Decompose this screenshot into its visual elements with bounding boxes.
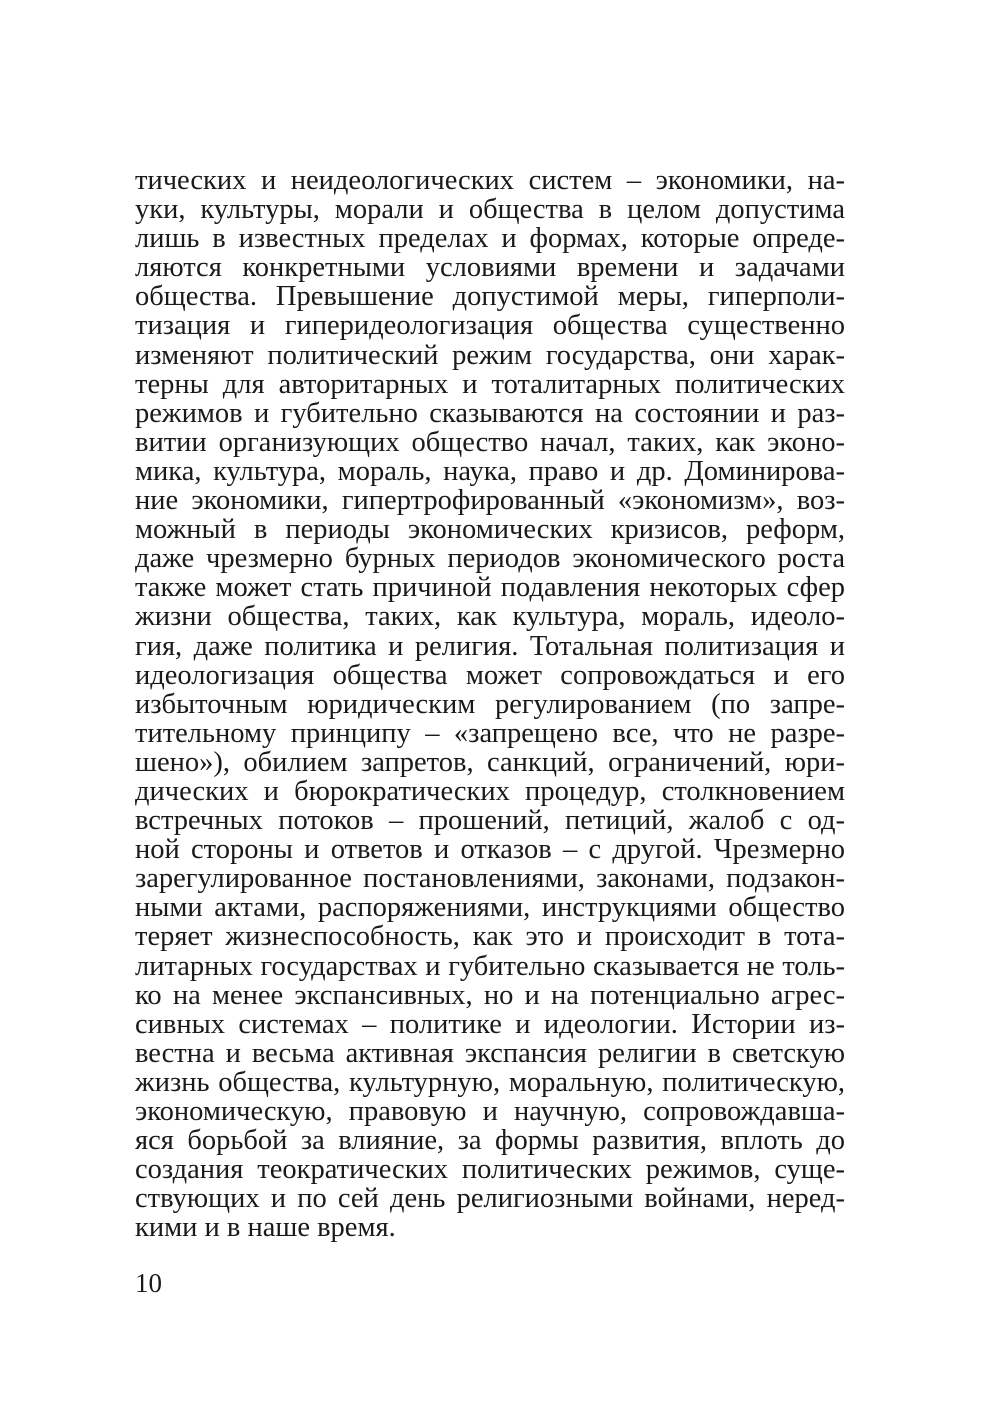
text-line: литарных государствах и губительно сказывается не толь- bbox=[135, 950, 845, 982]
text-line: ко на менее экспансивных, но и на потенциально агрес- bbox=[135, 979, 845, 1011]
text-line: изменяют политический режим государства, они харак- bbox=[135, 339, 845, 371]
text-line: зарегулированное постановлениями, законами, подзакон- bbox=[135, 863, 845, 895]
page-number: 10 bbox=[135, 1268, 162, 1298]
text-line: шено»), обилием запретов, санкций, ограничений, юри- bbox=[135, 746, 845, 778]
text-line: кими и в наше время. bbox=[135, 1212, 396, 1244]
text-line: уки, культуры, морали и общества в целом допустима bbox=[135, 194, 845, 226]
text-line: ние экономики, гипертрофированный «экономизм», воз- bbox=[135, 485, 845, 517]
text-line: жизни общества, таких, как культура, мораль, идеоло- bbox=[135, 601, 845, 633]
text-line: ствующих и по сей день религиозными войнами, неред- bbox=[135, 1183, 845, 1215]
text-line: ной стороны и ответов и отказов – с другой. Чрезмерно bbox=[135, 834, 845, 866]
text-line: сивных системах – политике и идеологии. Истории из- bbox=[135, 1008, 845, 1040]
text-line: тительному принципу – «запрещено все, что не разре- bbox=[135, 717, 845, 749]
text-line: терны для авторитарных и тоталитарных политических bbox=[135, 368, 845, 400]
text-line: ными актами, распоряжениями, инструкциями общество bbox=[135, 892, 845, 924]
text-line: тизация и гиперидеологизация общества существенно bbox=[135, 310, 845, 342]
text-line: теряет жизнеспособность, как это и происходит в тота- bbox=[135, 921, 845, 953]
text-line: дических и бюрократических процедур, столкновением bbox=[135, 775, 845, 807]
text-line: даже чрезмерно бурных периодов экономического роста bbox=[135, 543, 845, 575]
text-line: избыточным юридическим регулированием (по запре- bbox=[135, 688, 845, 720]
text-line: гия, даже политика и религия. Тотальная политизация и bbox=[135, 630, 845, 662]
text-line: яся борьбой за влияние, за формы развития, вплоть до bbox=[135, 1125, 845, 1157]
text-line: идеологизация общества может сопровождаться и его bbox=[135, 659, 845, 691]
text-line: можный в периоды экономических кризисов, реформ, bbox=[135, 514, 845, 546]
text-line: тических и неидеологических систем – экономики, на- bbox=[135, 165, 845, 196]
body-text bbox=[135, 166, 845, 1242]
text-line: общества. Превышение допустимой меры, гиперполи- bbox=[135, 281, 845, 313]
text-line: вестна и весьма активная экспансия религии в светскую bbox=[135, 1037, 845, 1069]
text-line: жизнь общества, культурную, моральную, политическую, bbox=[135, 1066, 845, 1098]
text-line: ляются конкретными условиями времени и задачами bbox=[135, 252, 845, 284]
text-line: экономическую, правовую и научную, сопровождавша- bbox=[135, 1096, 845, 1127]
text-line: витии организующих общество начал, таких, как эконо- bbox=[135, 426, 845, 458]
text-line: мика, культура, мораль, наука, право и др. Доминирова- bbox=[135, 455, 845, 487]
text-line: встречных потоков – прошений, петиций, жалоб с од- bbox=[135, 805, 845, 837]
text-line: лишь в известных пределах и формах, которые опреде- bbox=[135, 223, 845, 255]
text-line: создания теократических политических режимов, суще- bbox=[135, 1154, 845, 1186]
text-line: режимов и губительно сказываются на состоянии и раз- bbox=[135, 397, 845, 429]
text-line: также может стать причиной подавления некоторых сфер bbox=[135, 572, 845, 604]
